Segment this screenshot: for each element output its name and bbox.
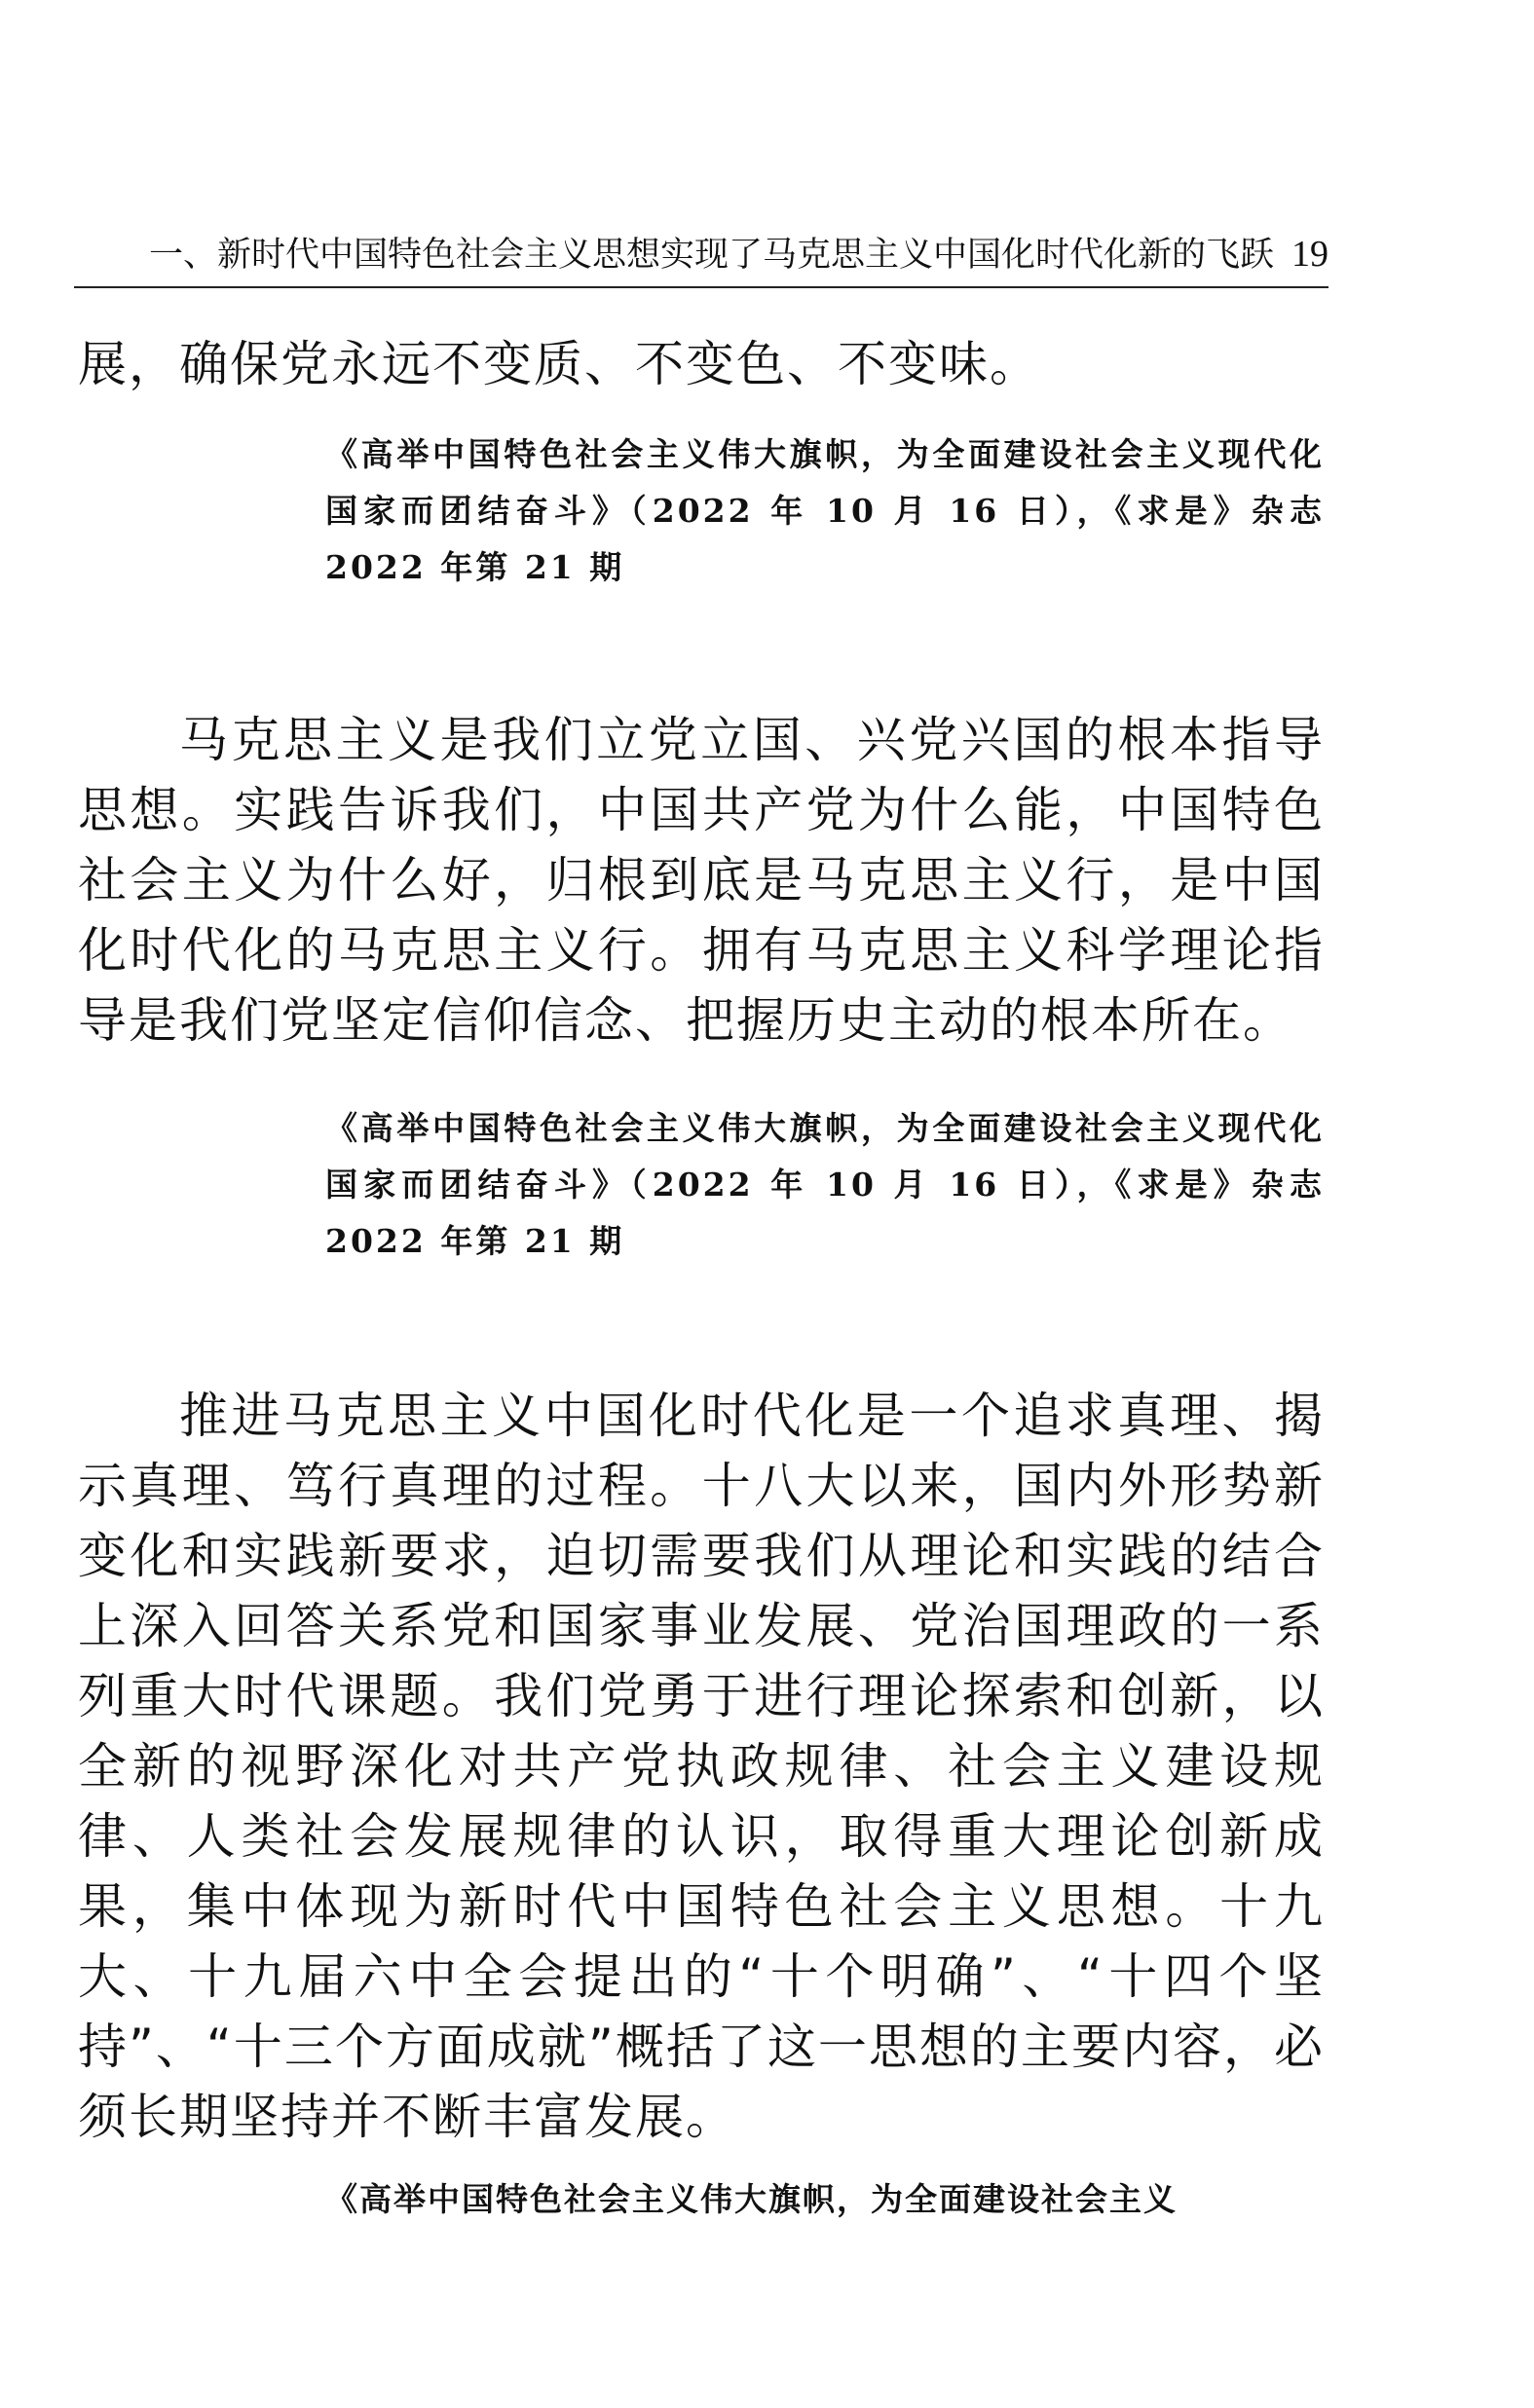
paragraph-3: 推进马克思主义中国化时代化是一个追求真理、揭示真理、笃行真理的过程。十八大以来，国内外形势新变化和实践新要求，迫切需要我们从理论和实践的结合上深入回答关系党和国家事业发展、党治国理政的一系列重大时代课题。我们党勇于进行理论探索和创新，以全新的视野深化对共产党执政规律、社会主义建设规律、人类社会发展规律的认识，取得重大理论创新成果，集中体现为新时代中国特色社会主义思想。十九大、十九届六中全会提出的“十个明确”、“十四个坚持”、“十三个方面成就”概括了这一思想的主要内容，必须长期坚持并不断丰富发展。	[78, 1388, 1325, 2145]
page-number: 19	[1291, 234, 1328, 275]
header-rule	[74, 286, 1328, 288]
citation-3: 《高举中国特色社会主义伟大旗帜，为全面建设社会主义	[325, 2180, 1178, 2218]
running-header	[74, 226, 1328, 282]
citation-1: 《高举中国特色社会主义伟大旗帜，为全面建设社会主义现代化国家而团结奋斗》（2022 年 10 月 16 日），《求是》杂志 2022 年第 21 期	[325, 435, 1325, 586]
paragraph-1: 展，确保党永远不变质、不变色、不变味。	[78, 336, 1040, 392]
running-header-title: 一、新时代中国特色社会主义思想实现了马克思主义中国化时代化新的飞跃	[148, 236, 1274, 275]
paragraph-2: 马克思主义是我们立党立国、兴党兴国的根本指导思想。实践告诉我们，中国共产党为什么能，中国特色社会主义为什么好，归根到底是马克思主义行，是中国化时代化的马克思主义行。拥有马克思主义科学理论指导是我们党坚定信仰信念、把握历史主动的根本所在。	[78, 712, 1325, 1049]
citation-2: 《高举中国特色社会主义伟大旗帜，为全面建设社会主义现代化国家而团结奋斗》（2022 年 10 月 16 日），《求是》杂志 2022 年第 21 期	[325, 1109, 1325, 1260]
